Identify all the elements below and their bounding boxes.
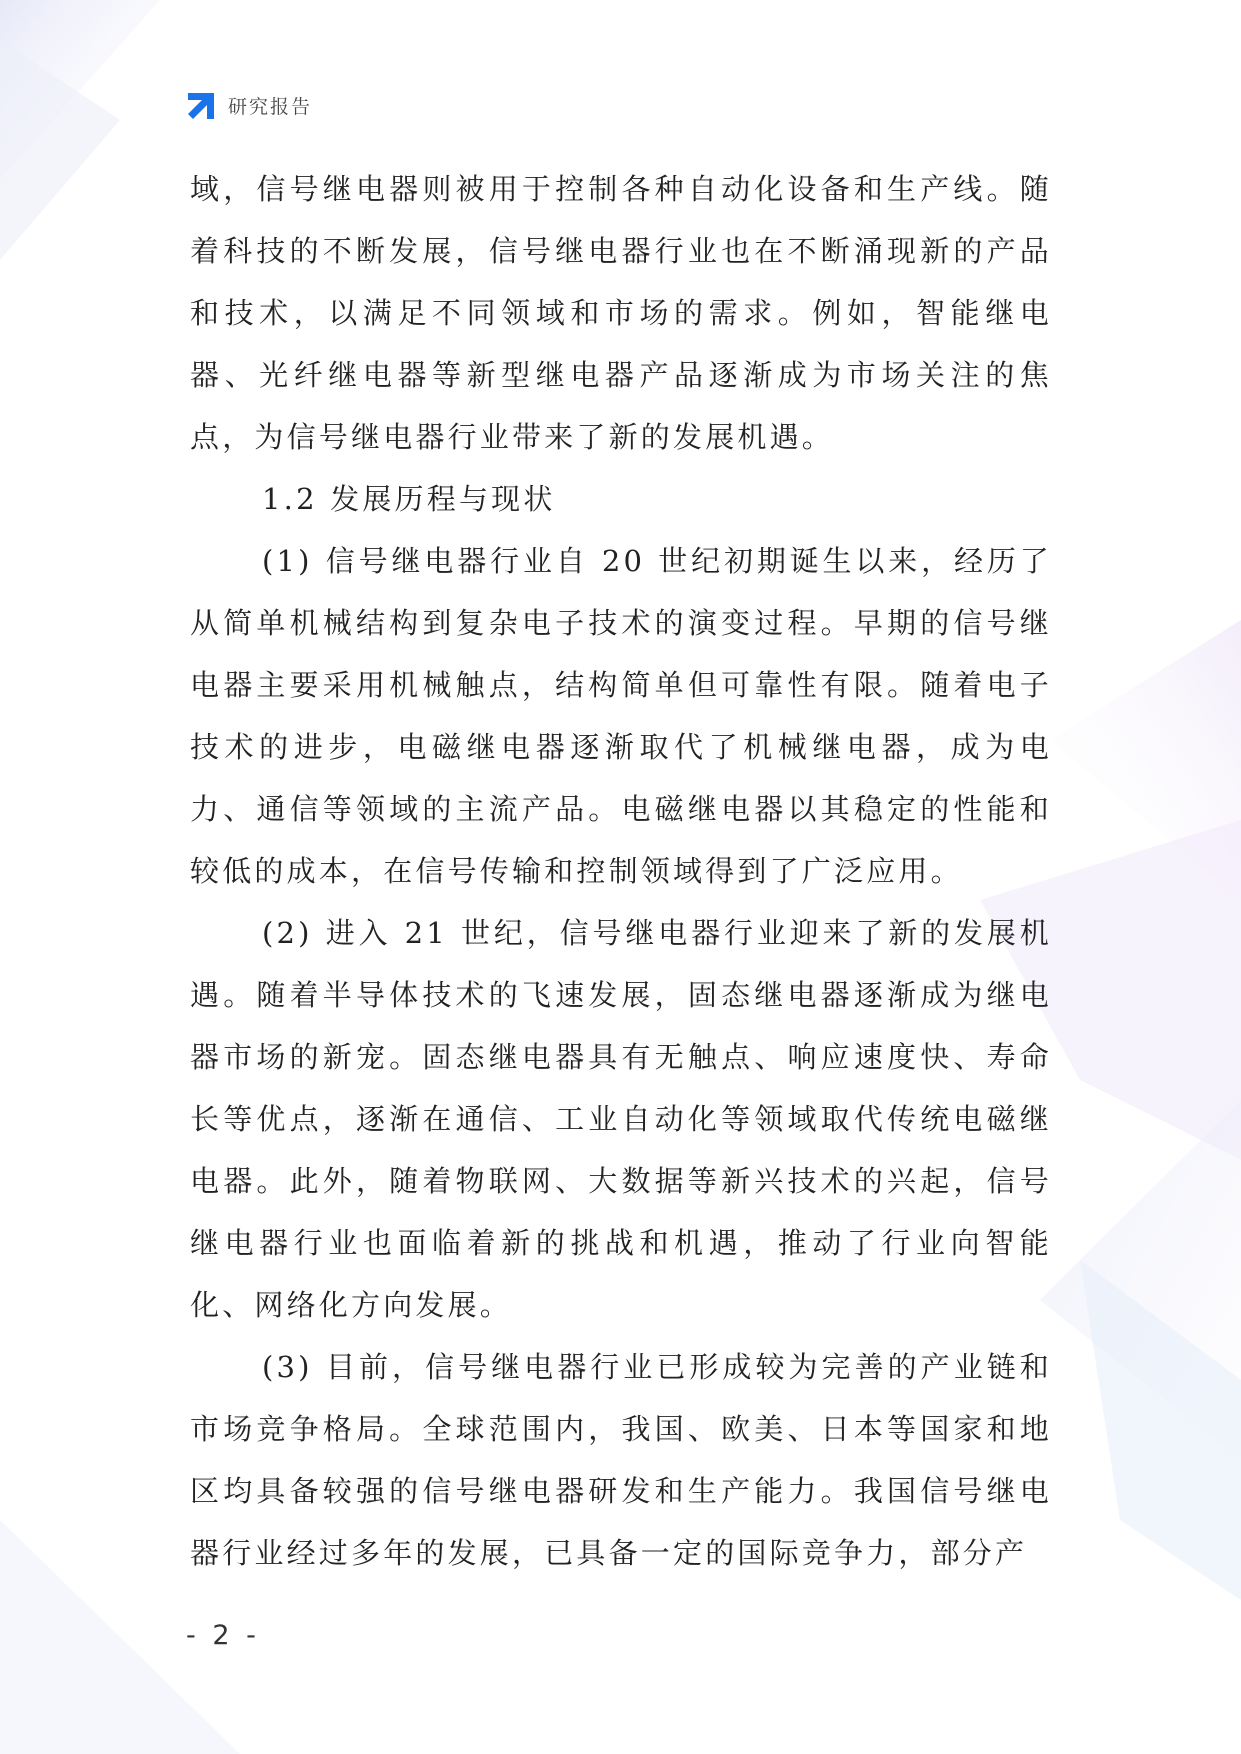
section-heading: 1.2 发展历程与现状 — [262, 482, 556, 516]
report-header — [186, 88, 312, 122]
arrow-up-right-icon — [186, 89, 218, 121]
body-paragraph-1: 域，信号继电器则被用于控制各种自动化设备和生产线。随着科技的不断发展，信号继电器行业也在不断涌现新的产品和技术，以满足不同领域和市场的需求。例如，智能继电器、光纤继电器等新型继电器产品逐渐成为市场关注的焦点，为信号继电器行业带来了新的发展机遇。 — [190, 172, 1052, 454]
body-paragraph-4: (3) 目前，信号继电器行业已形成较为完善的产业链和市场竞争格局。全球范围内，我国、欧美、日本等国家和地区均具备较强的信号继电器研发和生产能力。我国信号继电器行业经过多年的发展，已具备一定的国际竞争力，部分产 — [190, 1350, 1052, 1570]
body-paragraph-3: (2) 进入 21 世纪，信号继电器行业迎来了新的发展机遇。随着半导体技术的飞速发展，固态继电器逐渐成为继电器市场的新宠。固态继电器具有无触点、响应速度快、寿命长等优点，逐渐在通信、工业自动化等领域取代传统电磁继电器。此外，随着物联网、大数据等新兴技术的兴起，信号继电器行业也面临着新的挑战和机遇，推动了行业向智能化、网络化方向发展。 — [190, 916, 1052, 1322]
header-title: 研究报告 — [228, 95, 313, 118]
page-number: - 2 - — [186, 1620, 260, 1651]
body-paragraph-2: (1) 信号继电器行业自 20 世纪初期诞生以来，经历了从简单机械结构到复杂电子技术的演变过程。早期的信号继电器主要采用机械触点，结构简单但可靠性有限。随着电子技术的进步，电磁继电器逐渐取代了机械继电器，成为电力、通信等领域的主流产品。电磁继电器以其稳定的性能和较低的成本，在信号传输和控制领域得到了广泛应用。 — [190, 544, 1052, 888]
document-body — [190, 158, 1052, 1584]
